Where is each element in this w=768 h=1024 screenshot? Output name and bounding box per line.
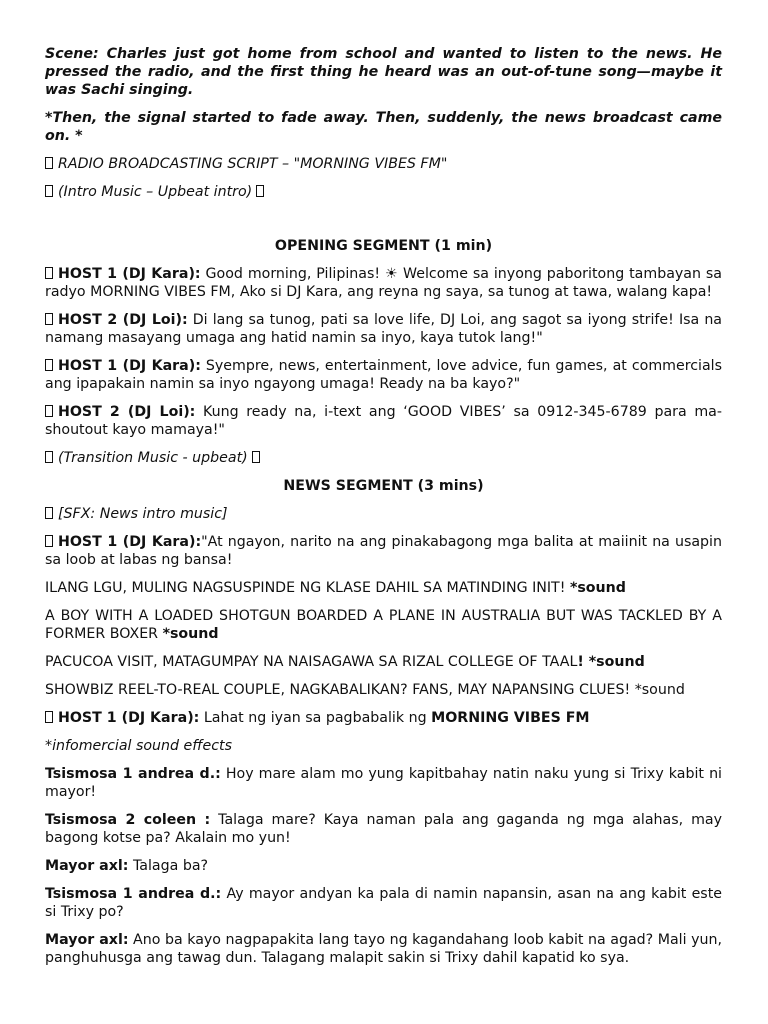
missing-glyph-icon: [45, 711, 53, 723]
dialogue-text: Kung ready na, i-text ang ‘GOOD VIBES’ sa 0912-345-6789 para ma-shoutout kayo mamaya!": [45, 404, 722, 438]
station-name: MORNING VIBES FM: [431, 710, 590, 726]
sound-cue: *sound: [162, 626, 219, 642]
dialogue-text: Ano ba kayo nagpapakita lang tayo ng kagandahang loob kabit na agad? Mali yun, panghuhusga ang tawag dun. Talagang malapit sakin si Trixy dahil kapatid ko sya.: [45, 932, 722, 966]
missing-glyph-icon: [45, 359, 53, 371]
script-title-line: [45, 155, 722, 173]
sfx-cue: [SFX: News intro music]: [58, 506, 228, 522]
scene-description: Scene: Charles just got home from school and wanted to listen to the news. He pressed the radio, and the first thing he heard was an out-of-tune song—maybe it was Sachi singing.: [45, 46, 722, 98]
dialogue-text: Talaga mare? Kaya naman pala ang gaganda ng mga alahas, may bagong kotse pa? Akalain mo yun!: [45, 812, 722, 846]
sound-cue: *sound: [569, 580, 626, 596]
dialogue-text: Syempre, news, entertainment, love advice, fun games, at commercials ang ipapakain namin sa inyo ngayong umaga! Ready na ba kayo?": [45, 358, 722, 392]
intro-music-line: [45, 183, 722, 201]
opening-segment-heading: OPENING SEGMENT (1 min): [274, 238, 493, 254]
dialogue-text: Hoy mare alam mo yung kapitbahay natin naku yung si Trixy kabit ni mayor!: [45, 766, 723, 800]
speaker-name: HOST 1 (DJ Kara):: [58, 710, 200, 726]
dialogue-line: [45, 265, 722, 301]
dialogue-text: Lahat ng iyan sa pagbabalik ng: [199, 710, 432, 726]
dialogue-text: Di lang sa tunog, pati sa love life, DJ Loi, ang sagot sa iyong strife! Isa na namang masayang umaga ang hatid namin sa inyo, kaya tutok lang!": [45, 312, 723, 346]
intro-music-cue: (Intro Music – Upbeat intro): [58, 184, 253, 200]
dialogue-line: [45, 885, 722, 921]
dialogue-line: [45, 931, 722, 967]
missing-glyph-icon: [256, 185, 264, 197]
scene-transition-note: *Then, the signal started to fade away. Then, suddenly, the news broadcast came on. *: [45, 110, 722, 144]
dialogue-line: [45, 403, 722, 439]
transition-music-cue: (Transition Music - upbeat): [58, 450, 248, 466]
missing-glyph-icon: [45, 405, 53, 417]
speaker-name: Mayor axl:: [45, 932, 129, 948]
speaker-name: HOST 1 (DJ Kara):: [58, 534, 202, 550]
sfx-line: [45, 505, 722, 523]
speaker-name: HOST 1 (DJ Kara):: [58, 358, 201, 374]
dialogue-line: [45, 811, 722, 847]
speaker-name: Mayor axl:: [45, 858, 129, 874]
missing-glyph-icon: [45, 451, 53, 463]
spacer: [45, 211, 722, 237]
script-title: RADIO BROADCASTING SCRIPT – "MORNING VIBES FM": [58, 156, 448, 172]
speaker-name: HOST 2 (DJ Loi):: [58, 404, 196, 420]
news-headline: A BOY WITH A LOADED SHOTGUN BOARDED A PLANE IN AUSTRALIA BUT WAS TACKLED BY A FORMER BOXER *sound: [45, 608, 722, 642]
dialogue-line: [45, 765, 722, 801]
sound-cue: ! *sound: [577, 654, 645, 670]
dialogue-text: Talaga ba?: [128, 858, 209, 874]
news-headline: ILANG LGU, MULING NAGSUSPINDE NG KLASE DAHIL SA MATINDING INIT! *sound: [45, 580, 626, 596]
dialogue-text: "At ngayon, narito na ang pinakabagong mga balita at maiinit na usapin sa loob at labas ng bansa!: [45, 534, 722, 568]
missing-glyph-icon: [45, 507, 53, 519]
news-headline: SHOWBIZ REEL-TO-REAL COUPLE, NAGKABALIKAN? FANS, MAY NAPANSING CLUES! *sound: [45, 682, 685, 698]
news-headline: PACUCOA VISIT, MATAGUMPAY NA NAISAGAWA SA RIZAL COLLEGE OF TAAL! *sound: [45, 654, 645, 670]
speaker-name: Tsismosa 2 coleen :: [45, 812, 211, 828]
missing-glyph-icon: [45, 267, 53, 279]
missing-glyph-icon: [45, 185, 53, 197]
speaker-name: HOST 2 (DJ Loi):: [58, 312, 188, 328]
dialogue-line: [45, 311, 722, 347]
infomercial-sfx: *infomercial sound effects: [45, 738, 232, 754]
missing-glyph-icon: [45, 535, 53, 547]
transition-music-line: [45, 449, 722, 467]
news-segment-heading: NEWS SEGMENT (3 mins): [283, 478, 484, 494]
missing-glyph-icon: [252, 451, 260, 463]
dialogue-text: Good morning, Pilipinas! ☀ Welcome sa inyong paboritong tambayan sa radyo MORNING VIBES FM, Ako si DJ Kara, ang reyna ng saya, sa tunog at tawa, walang kapa!: [45, 266, 722, 300]
dialogue-line: [45, 533, 722, 569]
speaker-name: Tsismosa 1 andrea d.:: [45, 886, 222, 902]
speaker-name: HOST 1 (DJ Kara):: [58, 266, 201, 282]
missing-glyph-icon: [45, 313, 53, 325]
dialogue-line: [45, 357, 722, 393]
dialogue-line: [45, 709, 722, 727]
missing-glyph-icon: [45, 157, 53, 169]
speaker-name: Tsismosa 1 andrea d.:: [45, 766, 221, 782]
dialogue-text: Ay mayor andyan ka pala di namin napansin, asan na ang kabit este si Trixy po?: [45, 886, 722, 920]
script-body: [45, 45, 722, 977]
dialogue-line: [45, 857, 722, 875]
